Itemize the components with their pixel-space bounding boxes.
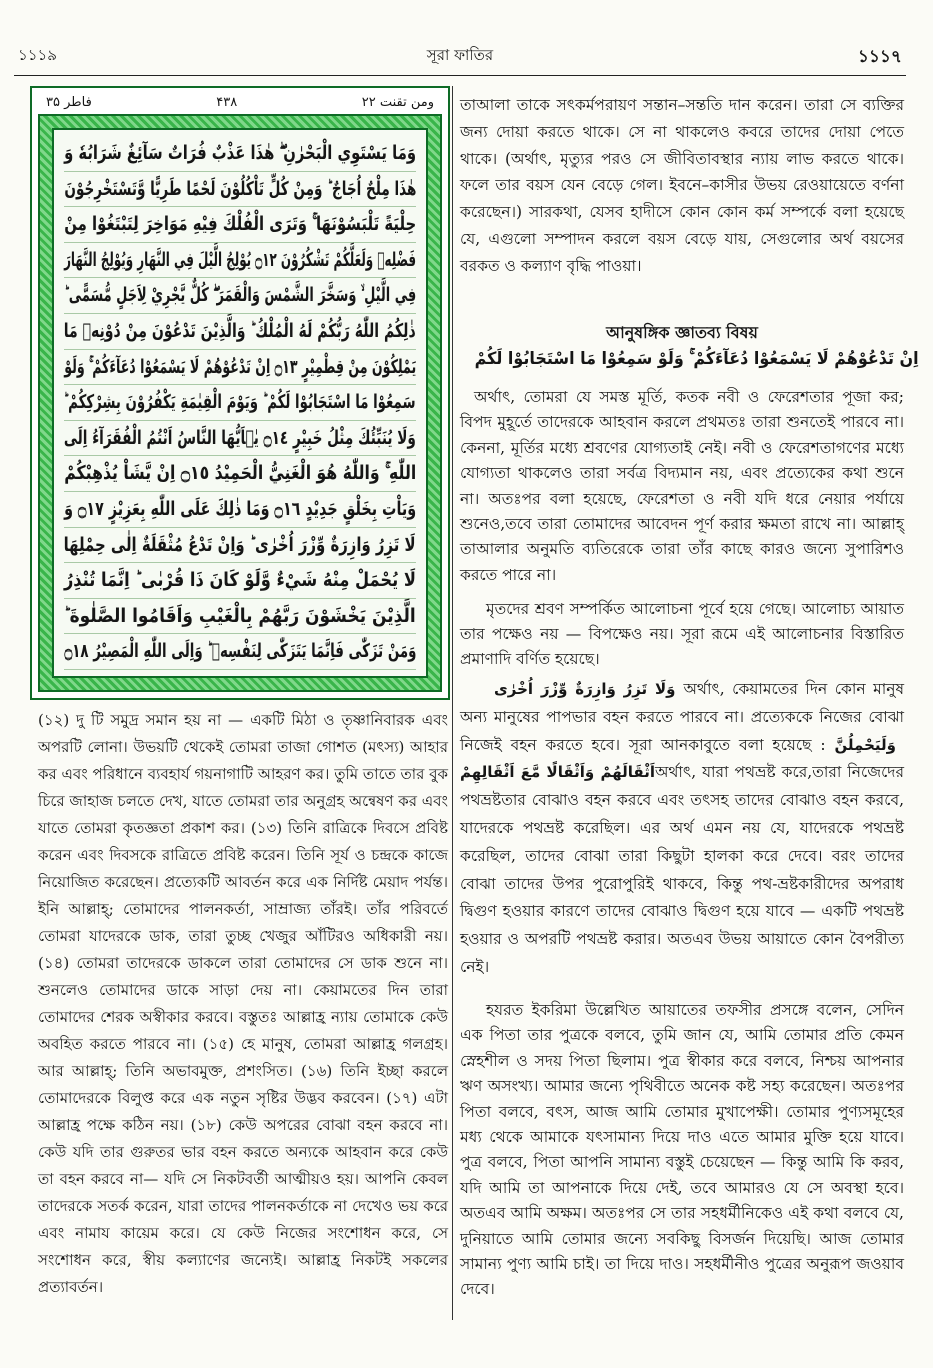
header-rule [14, 75, 906, 76]
ayah-line-text: وَيَاْتِ بِخَلْقٍ جَدِيْدٍ ۝١٦ وَمَا ذٰلِكَ عَلَى اللّٰهِ بِعَزِيْزٍ ۝١٧ وَ [64, 497, 416, 520]
ayah-line-text: فَضْلِهٖ وَلَعَلَّكُمْ تَشْكُرُوْنَ ۝١٢ يُوْلِجُ الَّيْلَ فِي النَّهَارِ وَيُوْلِجُ النَّهَارَ [64, 248, 416, 271]
ayah-line-text: فِي الَّيْلِ ۙ وَسَخَّرَ الشَّمْسَ وَالْقَمَرَ ۖ كُلٌّ يَّجْرِيْ لِاَجَلٍ مُّسَمًّى ؕ [64, 284, 416, 307]
ayah-line-text: ذٰلِكُمُ اللّٰهُ رَبُّكُمْ لَهُ الْمُلْكُ ؕ وَالَّذِيْنَ تَدْعُوْنَ مِنْ دُوْنِهٖ مَا [64, 319, 416, 342]
ayah-line [64, 207, 416, 243]
running-title: সূরা ফাতির [426, 46, 494, 64]
translation-paragraph: (১২) দু টি সমুদ্র সমান হয় না — একটি মিঠা ও তৃষ্ণানিবারক এবং অপরটি লোনা। উভয়টি থেকেই তোমরা তাজা গোশত (মৎস্য) আহার কর এবং পরিধানে ব্যবহার্য গয়নাগাটি আহরণ কর। তুমি তাতে তার বুক চিরে জাহাজ চলতে দেখ, যাতে তোমরা তার অনুগ্রহ অন্বেষণ কর এবং যাতে তোমরা কৃতজ্ঞতা প্রকাশ কর। (১৩) তিনি রাত্রিকে দিবসে প্রবিষ্ট করেন এবং দিবসকে রাত্রিতে প্রবিষ্ট করেন। তিনি সূর্য ও চন্দ্রকে কাজে নিয়োজিত করেছেন। প্রত্যেকটি আবর্তন করে এক নির্দিষ্ট মেয়াদ পর্যন্ত। ইনি আল্লাহ্; তোমাদের পালনকর্তা, সাম্রাজ্য তাঁরই। তাঁর পরিবর্তে তোমরা যাদেরকে ডাক, তারা তুচ্ছ খেজুর আঁটিরও অধিকারী নয়। (১৪) তোমরা তাদেরকে ডাকলে তারা তোমাদের সে ডাক শুনে না। শুনলেও তোমাদের ডাকে সাড়া দেয় না। কেয়ামতের দিন তারা তোমাদের শেরক অস্বীকার করবে। বস্তুতঃ আল্লাহ্র ন্যায় তোমাকে কেউ অবহিত করতে পারবে না। (১৫) হে মানুষ, তোমরা আল্লাহ্র গলগ্রহ। আর আল্লাহ্; তিনি অভাবমুক্ত, প্রশংসিত। (১৬) তিনি ইচ্ছা করলে তোমাদেরকে বিলুপ্ত করে এক নতুন সৃষ্টির উদ্ভব করবেন। (১৭) এটা আল্লাহ্র পক্ষে কঠিন নয়। (১৮) কেউ অপরের বোঝা বহন করবে না। কেউ যদি তার গুরুতর ভার বহন করতে অন্যকে আহবান করে কেউ তা বহন করবে না— যদি সে নিকটবর্তী আত্মীয়ও হয়। আপনি কেবল তাদেরকে সতর্ক করেন, যারা তাদের পালনকর্তাকে না দেখেও ভয় করে এবং নামায কায়েম করে। যে কেউ নিজের সংশোধন করে, সে সংশোধন করে, স্বীয় কল্যাণের জন্যেই। আল্লাহ্র নিকটই সকলের প্রত্যাবর্তন। [38, 711, 448, 1296]
ayah-line [64, 599, 416, 635]
ayah-line [64, 172, 416, 208]
quran-box-header [46, 91, 434, 113]
ayah-line-text: وَلَا يُنَبِّئُكَ مِثْلُ خَبِيْرٍ ۝١٤ يٰۤاَيُّهَا النَّاسُ اَنْتُمُ الْفُقَرَآءُ اِلَى [64, 426, 416, 449]
ayah-line-text: سَمِعُوْا مَا اسْتَجَابُوْا لَكُمْ ؕ وَيَوْمَ الْقِيٰمَةِ يَكْفُرُوْنَ بِشِرْكِكُمْ ؕ [64, 391, 416, 414]
section-ayah [460, 344, 919, 374]
commentary-text: অর্থাৎ, কেয়ামতের দিন কোন মানুষ অন্য মানুষের পাপভার বহন করতে পারবে না। প্রত্যেককে নিজের বোঝা নিজেই বহন করতে হবে। সূরা আনকাবুতে বলা হয়েছে : [460, 680, 904, 754]
ayah-line [64, 456, 416, 492]
section-heading: আনুষঙ্গিক জ্ঞাতব্য বিষয় [606, 323, 758, 342]
quran-box [30, 86, 450, 700]
ayah-line-text: وَمَنْ تَزَكّٰى فَاِنَّمَا يَتَزَكّٰى لِنَفْسِهٖ ؕ وَاِلَى اللّٰهِ الْمَصِيْرُ ۝١٨ [64, 640, 416, 663]
ayah-line-text: يَمْلِكُوْنَ مِنْ قِطْمِيْرٍ ۝١٣ اِنْ تَدْعُوْهُمْ لَا يَسْمَعُوْا دُعَآءَكُمْ ۚ وَلَوْ [64, 355, 416, 378]
commentary-paragraph-ikrima: হযরত ইকরিমা উল্লেখিত আয়াতের তফসীর প্রসঙ্গে বলেন, সেদিন এক পিতা তার পুত্রকে বলবে, তুমি জান যে, আমি তোমার প্রতি কেমন স্নেহশীল ও সদয় পিতা ছিলাম। পুত্র স্বীকার করে বলবে, নিশ্চয় আপনার ঋণ অসংখ্য। আমার জন্যে পৃথিবীতে অনেক কষ্ট সহ্য করেছেন। অতঃপর পিতা বলবে, বৎস, আজ আমি তোমার মুখাপেক্ষী। তোমার পুণ্যসমূহের মধ্য থেকে আমাকে যৎসামান্য দিয়ে দাও এতে আমার মুক্তি হয়ে যাবে। পুত্র বলবে, পিতা আপনি সামান্য বস্তুই চেয়েছেন — কিন্তু আমি কি করব, যদি আমি তা আপনাকে দিয়ে দেই, তবে আমারও যে সে অবস্থা হবে। অতএব আমি অক্ষম। অতঃপর সে তার সহধর্মীনিকেও এই কথা বলবে যে, দুনিয়াতে আমি তোমার জন্যে সবকিছু বিসর্জন দিয়েছি। আজ তোমার সামান্য পুণ্য আমি চাই। তা দিয়ে দাও। সহধর্মীনীও পুত্রের অনুরূপ জওয়াব দেবে। [460, 1001, 904, 1299]
mushaf-page-number: ۴۳۸ [216, 94, 238, 110]
ayah-line-text: هٰذَا مِلْحٌ اُجَاجٌ ؕ وَمِنْ كُلٍّ تَاْكُلُوْنَ لَحْمًا طَرِيًّا وَّتَسْتَخْرِجُوْنَ [64, 177, 416, 200]
inline-ayah: وَلَا تَزِرُ وَازِرَةٌ وِّزْرَ اُخْرٰى [494, 680, 676, 698]
ayah-line [64, 350, 416, 386]
ayah-line [64, 314, 416, 350]
section-ayah-text: اِنْ تَدْعُوْهُمْ لَا يَسْمَعُوْا دُعَآءَكُمْ ۚ وَلَوْ سَمِعُوْا مَا اسْتَجَابُوْا لَكُمْ [474, 349, 919, 369]
column-divider [452, 86, 453, 1320]
surah-label: فاطر ۳۵ [46, 94, 92, 110]
commentary-paragraph-idols: অর্থাৎ, তোমরা যে সমস্ত মূর্তি, কতক নবী ও ফেরেশতার পূজা কর; বিপদ মুহূর্তে তাদেরকে আহবান করলে প্রথমতঃ তারা শুনতেই পারবে না। কেননা, মূর্তির মধ্যে শ্রবণের যোগ্যতাই নেই। নবী ও ফেরেশতাগণের মধ্যে যোগ্যতা থাকলেও তারা সর্বত্র বিদ্যমান নয়, এবং প্রত্যেকের কথা শুনে না। অতঃপর বলা হয়েছে, ফেরেশতা ও নবী যদি ধরে নেয়ার পর্যায়ে শুনেও,তবে তারা তোমাদের আবেদন পূর্ণ করার ক্ষমতা রাখে না। আল্লাহ্ তাআলার অনুমতি ব্যতিরেকে তারা তাঁর কাছে কারও জন্যে সুপারিশও করতে পারে না। [460, 388, 904, 584]
ayah-line-text: حِلْيَةً تَلْبَسُوْنَهَا ۚ وَتَرَى الْفُلْكَ فِيْهِ مَوَاخِرَ لِتَبْتَغُوْا مِنْ [64, 213, 416, 236]
ayah-line [64, 634, 416, 670]
commentary-intro-paragraph: তাআলা তাকে সৎকর্মপরায়ণ সন্তান–সন্ততি দান করেন। তারা সে ব্যক্তির জন্য দোয়া করতে থাকে। সে না থাকলেও কবরে তাদের দোয়া পেতে থাকে। (অর্থাৎ, মৃত্যুর পরও সে জীবিতাবস্থার ন্যায় লাভ করতে থাকে। ফলে তার বয়স যেন বেড়ে গেল। ইবনে–কাসীর উভয় রেওয়ায়েতে বর্ণনা করেছেন।) সারকথা, যেসব হাদীসে কোন কোন কর্ম সম্পর্কে বলা হয়েছে যে, এগুলো সম্পাদন করলে বয়স বেড়ে যায়, সেগুলোর অর্থ বয়সের বরকত ও কল্যাণ বৃদ্ধি পাওয়া। [460, 96, 904, 275]
commentary-text: অর্থাৎ, যারা পথভ্রষ্ট করে,তারা নিজেদের পথভ্রষ্টতার বোঝাও বহন করবে এবং তৎসহ তাদের বোঝাও বহন করবে, যাদেরকে পথভ্রষ্ট করেছিল। এর অর্থ এমন নয় যে, যাদেরকে পথভ্রষ্ট করেছিল, তাদের বোঝা তারা কিছুটা হালকা করে দেবে। বরং তাদের বোঝা তাদের উপর পুরোপুরিই থাকবে, কিন্তু পথ-ভ্রষ্টকারীদের অপরাধ দ্বিগুণ হওয়ার কারণে তাদের বোঝাও দ্বিগুণ হয়ে যাবে — একটি পথভ্রষ্ট হওয়ার ও অপরটি পথভ্রষ্ট করার। অতএব উভয় আয়াতে কোন বৈপরীত্য নেই। [460, 763, 904, 976]
ayah-line [64, 243, 416, 279]
page-number-right: ১১১৭ [857, 47, 902, 67]
ayah-line-text: لَا تَزِرُ وَازِرَةٌ وِّزْرَ اُخْرٰى ؕ وَاِنْ تَدْعُ مُثْقَلَةٌ اِلٰى حِمْلِهَا [64, 533, 416, 556]
ayah-line [64, 278, 416, 314]
juz-label: ومن تقنت ۲۲ [361, 94, 434, 110]
ayah-line-text: لَا يُحْمَلْ مِنْهُ شَيْءٌ وَّلَوْ كَانَ ذَا قُرْبٰى ؕ اِنَّمَا تُنْذِرُ [64, 569, 416, 592]
ayah-line [64, 492, 416, 528]
ayah-line-text: الَّذِيْنَ يَخْشَوْنَ رَبَّهُمْ بِالْغَيْبِ وَاَقَامُوا الصَّلٰوةَ ؕ [64, 604, 416, 627]
ayah-line-text: اللّٰهِ ۚ وَاللّٰهُ هُوَ الْغَنِيُّ الْحَمِيْدُ ۝١٥ اِنْ يَّشَاْ يُذْهِبْكُمْ [64, 462, 416, 485]
ayah-line [64, 136, 416, 172]
inline-ayah: وَلَيَحْمِلُنَّ اَثْقَالَهُمْ وَاَثْقَالًا مَّعَ اَثْقَالِهِمْ [460, 735, 897, 782]
quran-ornamental-frame [40, 116, 440, 690]
ayah-line-text: وَمَا يَسْتَوِي الْبَحْرٰنِ ۖ هٰذَا عَذْبٌ فُرَاتٌ سَآئِغٌ شَرَابُهٗ وَ [64, 142, 416, 164]
quran-text-area [52, 128, 428, 678]
page-number-left: ১১১৯ [18, 46, 57, 64]
ayah-line [64, 563, 416, 599]
ayah-line [64, 385, 416, 421]
commentary-paragraph-burden [460, 676, 904, 982]
ayah-line [64, 528, 416, 564]
ayah-line [64, 421, 416, 457]
commentary-paragraph-dead: মৃতদের শ্রবণ সম্পর্কিত আলোচনা পূর্বে হয়ে গেছে। আলোচ্য আয়াত তার পক্ষেও নয় — বিপক্ষেও নয়। সূরা রূমে এই আলোচনার বিস্তারিত প্রমাণাদি বর্ণিত হয়েছে। [460, 600, 904, 669]
